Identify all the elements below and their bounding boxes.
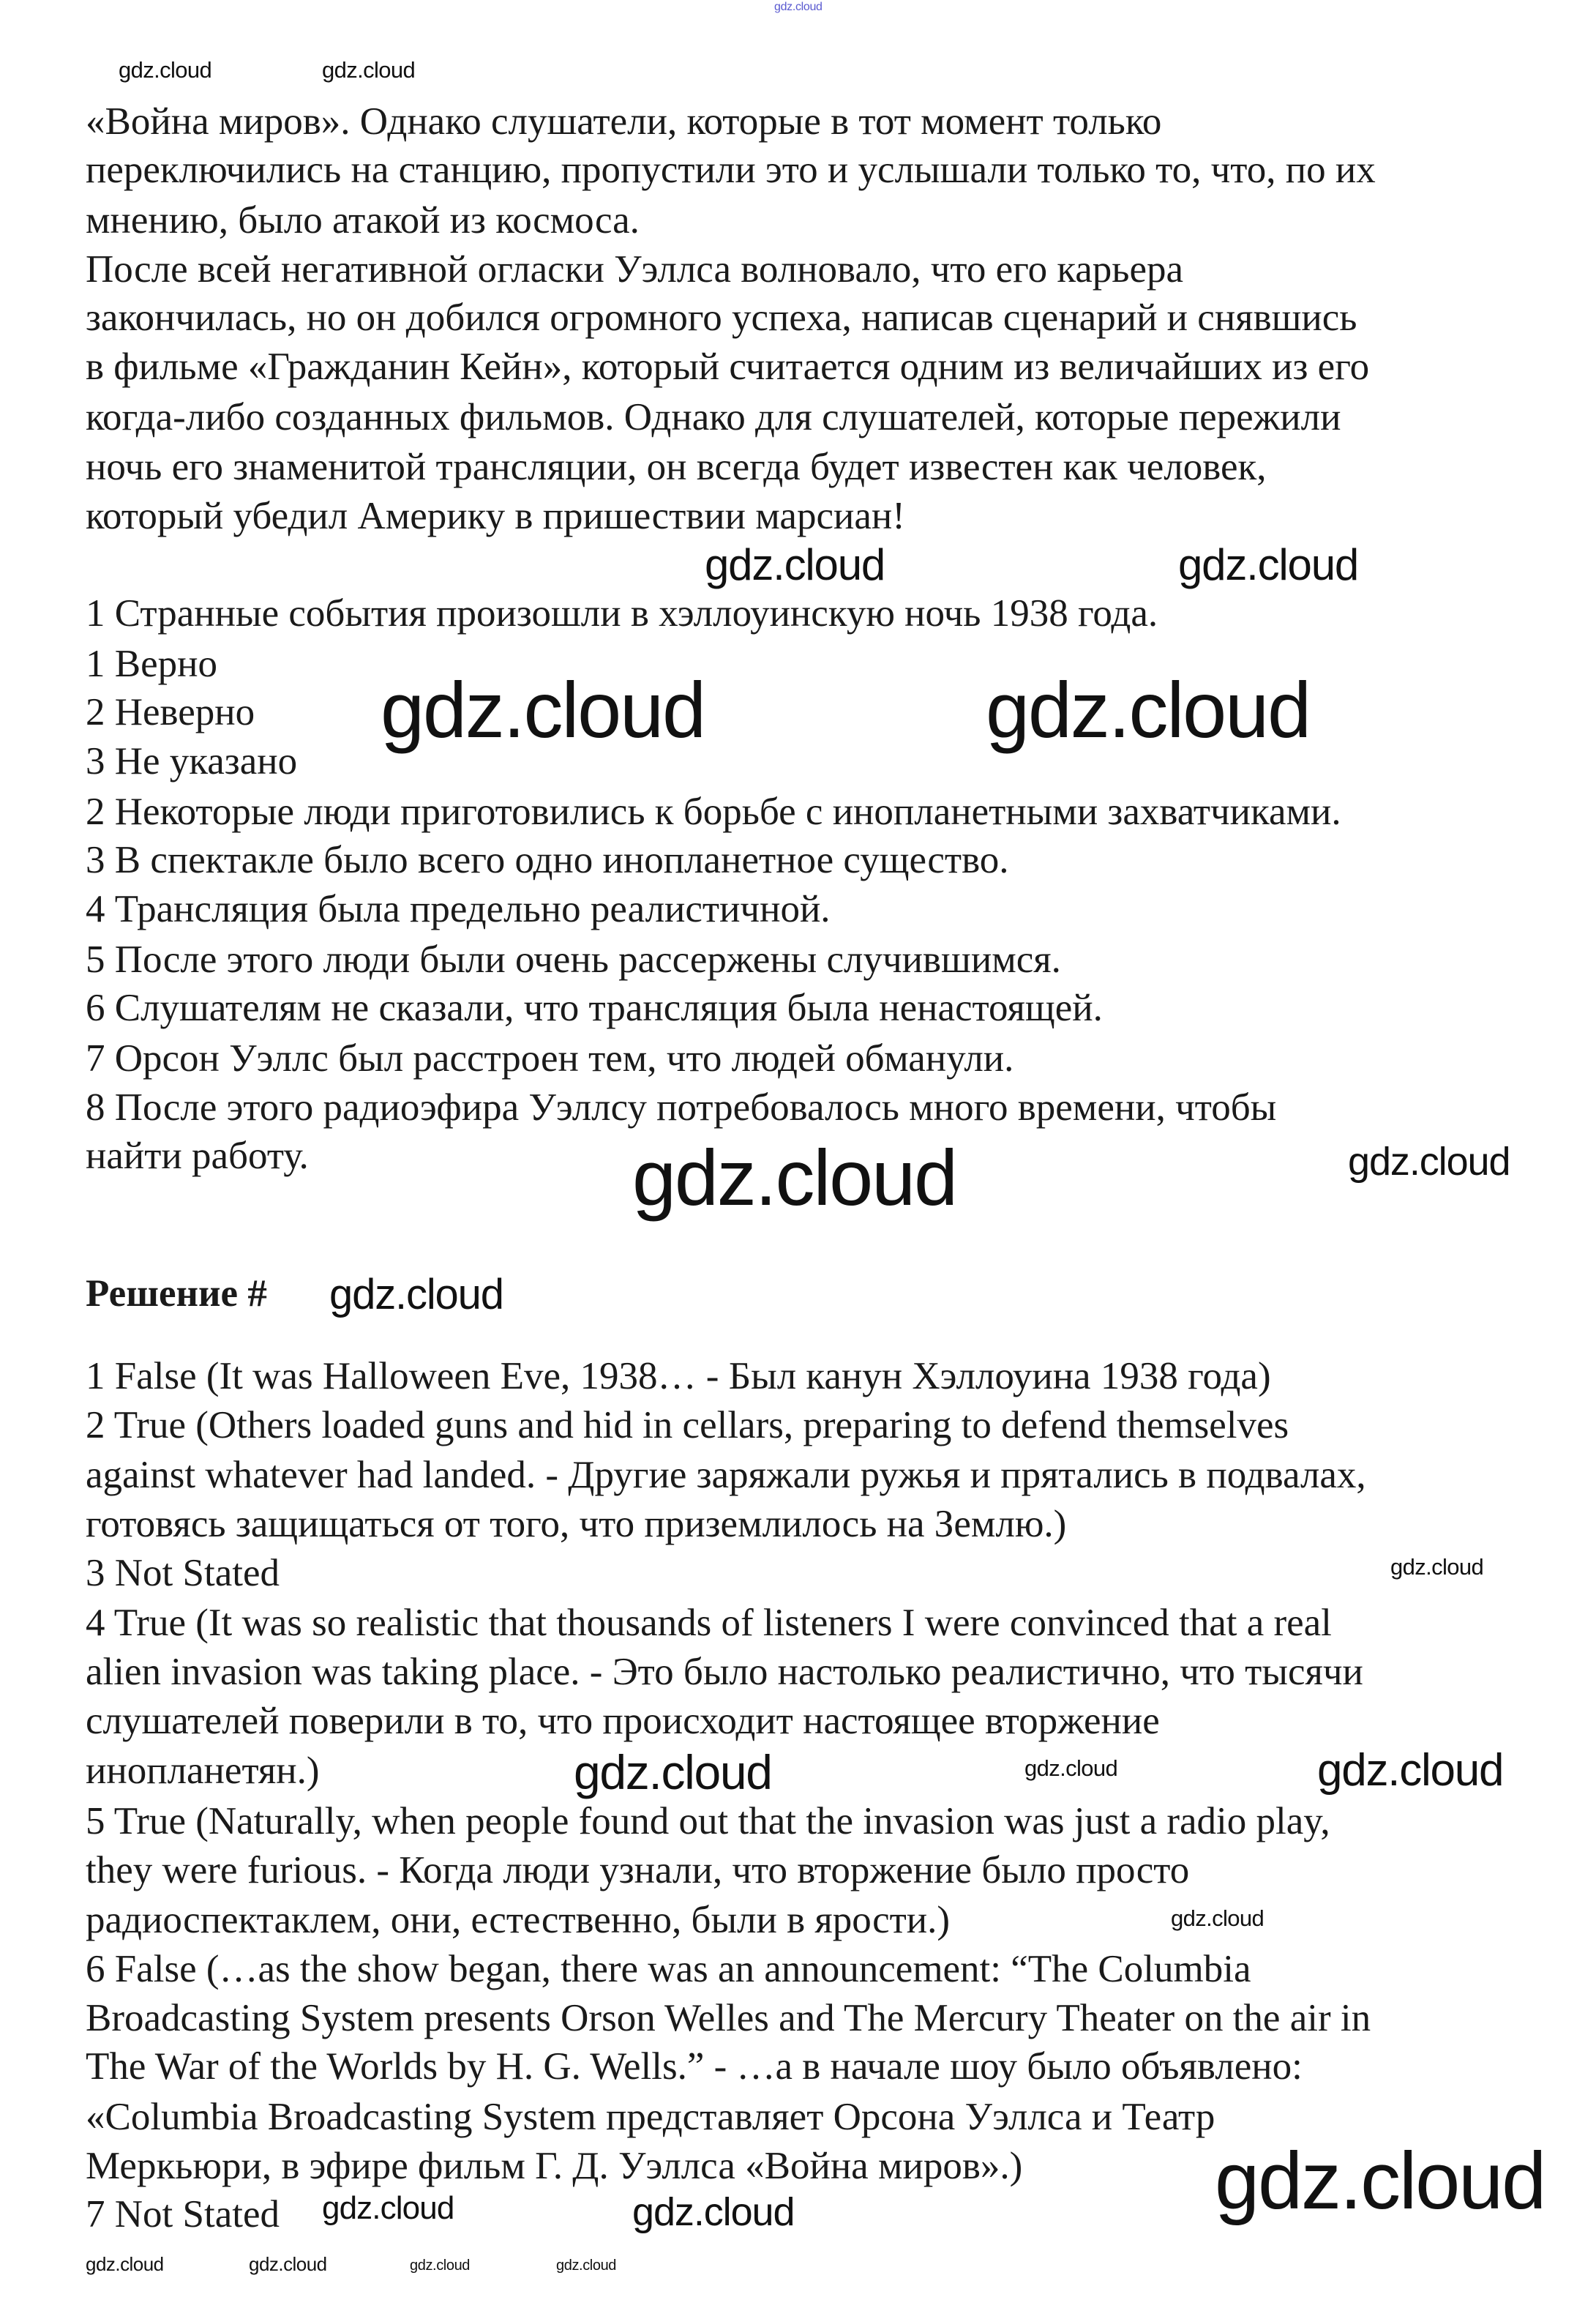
solution-heading: Решение # (86, 1272, 267, 1315)
text-line: 2 True (Others loaded guns and hid in cellars, preparing to defend themselves (86, 1403, 1289, 1446)
text-line: 5 После этого люди были очень рассержены случившимся. (86, 938, 1061, 981)
text-line: мнению, было атакой из космоса. (86, 198, 640, 242)
text-line: 8 После этого радиоэфира Уэллсу потребовалось много времени, чтобы (86, 1086, 1277, 1129)
text-line: 2 Некоторые люди приготовились к борьбе с инопланетными захватчиками. (86, 790, 1341, 833)
watermark: gdz.cloud (1317, 1745, 1504, 1796)
text-line: against whatever had landed. - Другие заряжали ружья и прятались в подвалах, (86, 1454, 1366, 1497)
text-line: 1 Верно (86, 642, 217, 685)
watermark: gdz.cloud (322, 2190, 454, 2226)
watermark: gdz.cloud (1024, 1755, 1118, 1781)
text-line: they were furious. - Когда люди узнали, что вторжение было просто (86, 1848, 1190, 1891)
text-line: Broadcasting System presents Orson Welles and The Mercury Theater on the air in (86, 1996, 1371, 2039)
text-line: закончилась, но он добился огромного успеха, написав сценарий и снявшись (86, 296, 1357, 340)
text-line: 5 True (Naturally, when people found out that the invasion was just a radio play, (86, 1799, 1330, 1842)
text-line: переключились на станцию, пропустили это и услышали только то, что, по их (86, 149, 1376, 192)
text-line: когда-либо созданных фильмов. Однако для слушателей, которые пережили (86, 395, 1341, 438)
watermark: gdz.cloud (556, 2257, 617, 2274)
text-line: 3 Не указано (86, 740, 298, 783)
text-line: 1 False (It was Halloween Eve, 1938… - Был канун Хэллоуина 1938 года) (86, 1355, 1271, 1398)
watermark: gdz.cloud (322, 57, 416, 83)
watermark: gdz.cloud (705, 540, 885, 589)
text-line: 6 False (…as the show began, there was an announcement: “The Columbia (86, 1947, 1251, 1990)
watermark: gdz.cloud (119, 57, 212, 83)
watermark: gdz.cloud (410, 2257, 471, 2274)
text-line: готовясь защищаться от того, что приземлилось на Землю.) (86, 1503, 1067, 1546)
text-line: 7 Not Stated (86, 2193, 280, 2236)
watermark: gdz.cloud (249, 2253, 327, 2275)
text-line: 6 Слушателям не сказали, что трансляция была ненастоящей. (86, 987, 1103, 1030)
text-line: 2 Неверно (86, 691, 255, 734)
text-line: После всей негативной огласки Уэллса волновало, что его карьера (86, 247, 1184, 291)
text-line: 3 В спектакле было всего одно инопланетное существо. (86, 839, 1009, 882)
watermark: gdz.cloud (1171, 1905, 1265, 1931)
text-line: инопланетян.) (86, 1749, 320, 1793)
text-line: «Columbia Broadcasting System представляет Орсона Уэллса и Театр (86, 2095, 1215, 2138)
watermark: gdz.cloud (86, 2253, 164, 2275)
text-line: в фильме «Гражданин Кейн», который считается одним из величайших из его (86, 345, 1370, 388)
text-line: 1 Странные события произошли в хэллоуинскую ночь 1938 года. (86, 592, 1158, 635)
text-line: alien invasion was taking place. - Это было настолько реалистично, что тысячи (86, 1651, 1363, 1694)
watermark: gdz.cloud (1178, 540, 1359, 589)
text-line: 3 Not Stated (86, 1551, 280, 1594)
text-line: 4 True (It was so realistic that thousands of listeners I were convinced that a real (86, 1602, 1332, 1645)
text-line: ночь его знаменитой трансляции, он всегда будет известен как человек, (86, 446, 1267, 489)
text-line: «Война миров». Однако слушатели, которые в тот момент только (86, 100, 1162, 143)
text-line: 4 Трансляция была предельно реалистичной. (86, 887, 831, 930)
text-line: который убедил Америку в пришествии марсиан! (86, 494, 905, 537)
watermark: gdz.cloud (632, 2190, 795, 2234)
watermark: gdz.cloud (329, 1271, 503, 1318)
text-line: радиоспектаклем, они, естественно, были в ярости.) (86, 1899, 951, 1942)
text-line: Меркьюри, в эфире фильм Г. Д. Уэллса «Война миров».) (86, 2144, 1023, 2187)
text-line: найти работу. (86, 1135, 309, 1178)
watermark: gdz.cloud (632, 1133, 956, 1222)
watermark: gdz.cloud (1348, 1140, 1510, 1184)
text-line: слушателей поверили в то, что происходит настоящее вторжение (86, 1699, 1160, 1742)
watermark: gdz.cloud (574, 1745, 772, 1799)
text-line: 7 Орсон Уэллс был расстроен тем, что людей обманули. (86, 1037, 1014, 1080)
text-line: The War of the Worlds by H. G. Wells.” - …а в начале шоу было объявлено: (86, 2045, 1303, 2088)
watermark: gdz.cloud (381, 665, 705, 754)
watermark: gdz.cloud (774, 1, 823, 13)
watermark: gdz.cloud (986, 665, 1310, 754)
watermark: gdz.cloud (1215, 2136, 1546, 2226)
watermark: gdz.cloud (1390, 1554, 1484, 1580)
